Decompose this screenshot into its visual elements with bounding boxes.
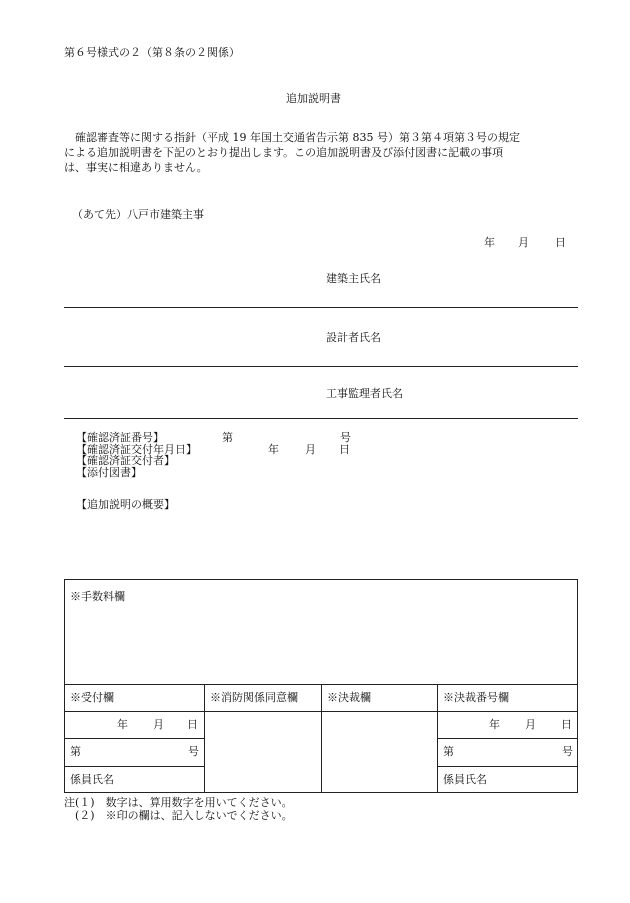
decision-no-prefix: 第 [443,745,454,758]
certificate-block [76,432,396,478]
decision-month: 月 [525,718,536,731]
decision-year: 年 [489,718,500,731]
table-divider [437,766,577,767]
reception-staff-label: 係員氏名 [70,773,114,786]
supervisor-name-label: 工事監理者氏名 [326,387,403,400]
overview-label: 【追加説明の概要】 [76,498,175,511]
reception-day: 日 [187,718,198,731]
decision-cell-label: ※決裁欄 [327,691,371,704]
reception-no-suffix: 号 [188,745,199,758]
reception-year: 年 [117,718,128,731]
reception-no-prefix: 第 [70,745,81,758]
date-year: 年 [484,236,495,249]
certificate-date-day: 日 [339,442,350,456]
note-item: 注(１) 数字は、算用数字を用いてください。 [64,796,293,809]
office-use-table [64,579,578,793]
decision-no-suffix: 号 [562,745,573,758]
date-month: 月 [518,236,529,249]
fire-consent-cell-label: ※消防関係同意欄 [210,691,298,704]
addressee: （あて先）八戸市建築主事 [72,208,204,221]
owner-signature-line [64,307,578,308]
date-day: 日 [555,236,566,249]
intro-line: は、事実に相違ありません。 [64,161,208,174]
supervisor-signature-line [64,418,578,419]
table-divider [437,684,438,792]
table-divider [321,684,322,792]
table-divider [204,684,205,792]
decision-number-cell-label: ※決裁番号欄 [443,691,509,704]
owner-name-label: 建築主氏名 [326,272,381,285]
form-number: 第６号様式の２（第８条の２関係） [64,46,240,59]
certificate-number-suffix: 号 [340,431,351,444]
table-divider [65,766,204,767]
reception-cell-label: ※受付欄 [70,691,114,704]
certificate-date-label: 【確認済証交付年月日】 [76,442,197,456]
certificate-date-year: 年 [268,442,279,456]
attachments-label: 【添付図書】 [76,465,142,479]
note-item: (２) ※印の欄は、記入しないでください。 [64,809,293,822]
decision-day: 日 [561,718,572,731]
table-divider [437,738,577,739]
table-divider [65,738,204,739]
document-title: 追加説明書 [286,92,341,105]
decision-staff-label: 係員氏名 [443,773,487,786]
designer-signature-line [64,366,578,367]
certificate-date-month: 月 [305,442,316,456]
intro-paragraph [64,130,578,175]
fee-cell-label: ※手数料欄 [70,590,125,603]
intro-line: 確認審査等に関する指針（平成 19 年国土交通省告示第 835 号）第３第４項第３号の規定 [75,131,520,144]
reception-month: 月 [153,718,164,731]
intro-line: による追加説明書を下記のとおり提出します。この追加説明書及び添付図書に記載の事項 [64,146,504,159]
certificate-issuer-label: 【確認済証交付者】 [76,454,175,467]
certificate-number-prefix: 第 [222,431,233,444]
designer-name-label: 設計者氏名 [326,331,381,344]
notes [64,796,293,822]
certificate-number-label: 【確認済証番号】 [76,431,164,444]
